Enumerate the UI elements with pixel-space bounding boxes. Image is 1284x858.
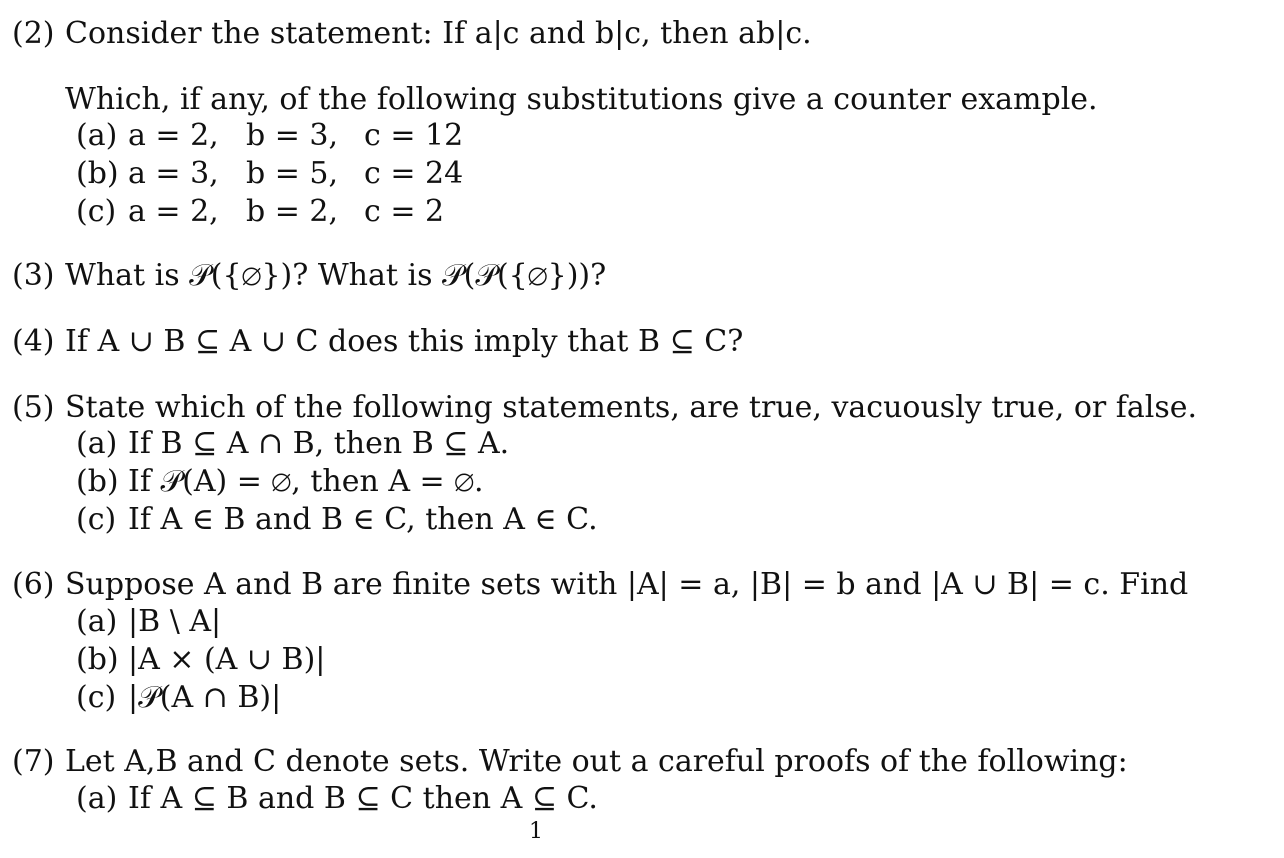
- value-c: c = 2: [364, 194, 445, 229]
- item-text: If A ∈ B and B ∈ C, then A ∈ C.: [128, 502, 598, 537]
- question-2-prompt: Which, if any, of the following substitutions give a counter example.: [65, 82, 1098, 117]
- statement-item: [76, 464, 776, 500]
- item-label: (a): [76, 781, 118, 816]
- statement-item: [76, 426, 776, 462]
- value-b: b = 5,: [246, 156, 339, 191]
- item-text: If 𝒫(A) = ∅, then A = ∅.: [128, 464, 484, 499]
- substitution-option: [76, 118, 496, 154]
- question-number: (5): [12, 390, 55, 425]
- value-c: c = 12: [364, 118, 464, 153]
- item-label: (a): [76, 426, 118, 461]
- substitution-option: [76, 156, 496, 192]
- item-label: (a): [76, 604, 118, 639]
- question-number: (4): [12, 324, 55, 359]
- question-text: What is 𝒫({∅})? What is 𝒫(𝒫({∅}))?: [65, 258, 607, 293]
- value-b: b = 2,: [246, 194, 339, 229]
- item-text: |A × (A ∪ B)|: [128, 642, 326, 677]
- cardinality-item: [76, 642, 576, 678]
- item-label: (c): [76, 502, 117, 537]
- value-a: a = 2,: [128, 194, 219, 229]
- statement-item: [76, 502, 776, 538]
- item-text: |B \ A|: [128, 604, 222, 639]
- question-text: Let A,B and C denote sets. Write out a careful proofs of the following:: [65, 744, 1128, 779]
- item-text: |𝒫(A ∩ B)|: [128, 680, 282, 715]
- page-number: 1: [529, 819, 543, 844]
- cardinality-item: [76, 604, 576, 640]
- item-label: (c): [76, 680, 117, 715]
- option-label: (c): [76, 194, 117, 229]
- item-label: (b): [76, 464, 119, 499]
- question-statement: Consider the statement: If a|c and b|c, then ab|c.: [65, 16, 812, 51]
- value-b: b = 3,: [246, 118, 339, 153]
- value-a: a = 2,: [128, 118, 219, 153]
- question-number: (6): [12, 567, 55, 602]
- option-label: (b): [76, 156, 119, 191]
- question-text: If A ∪ B ⊆ A ∪ C does this imply that B ⊆ C?: [65, 324, 744, 359]
- cardinality-item: [76, 680, 576, 716]
- question-number: (3): [12, 258, 55, 293]
- question-text: Suppose A and B are finite sets with |A| = a, |B| = b and |A ∪ B| = c. Find: [65, 567, 1189, 602]
- option-label: (a): [76, 118, 118, 153]
- item-text: If A ⊆ B and B ⊆ C then A ⊆ C.: [128, 781, 598, 816]
- substitution-option: [76, 194, 496, 230]
- question-number: (7): [12, 744, 55, 779]
- item-text: If B ⊆ A ∩ B, then B ⊆ A.: [128, 426, 510, 461]
- value-c: c = 24: [364, 156, 464, 191]
- question-number: (2): [12, 16, 55, 51]
- question-text: State which of the following statements, are true, vacuously true, or false.: [65, 390, 1198, 425]
- value-a: a = 3,: [128, 156, 219, 191]
- item-label: (b): [76, 642, 119, 677]
- proof-item: [76, 781, 776, 817]
